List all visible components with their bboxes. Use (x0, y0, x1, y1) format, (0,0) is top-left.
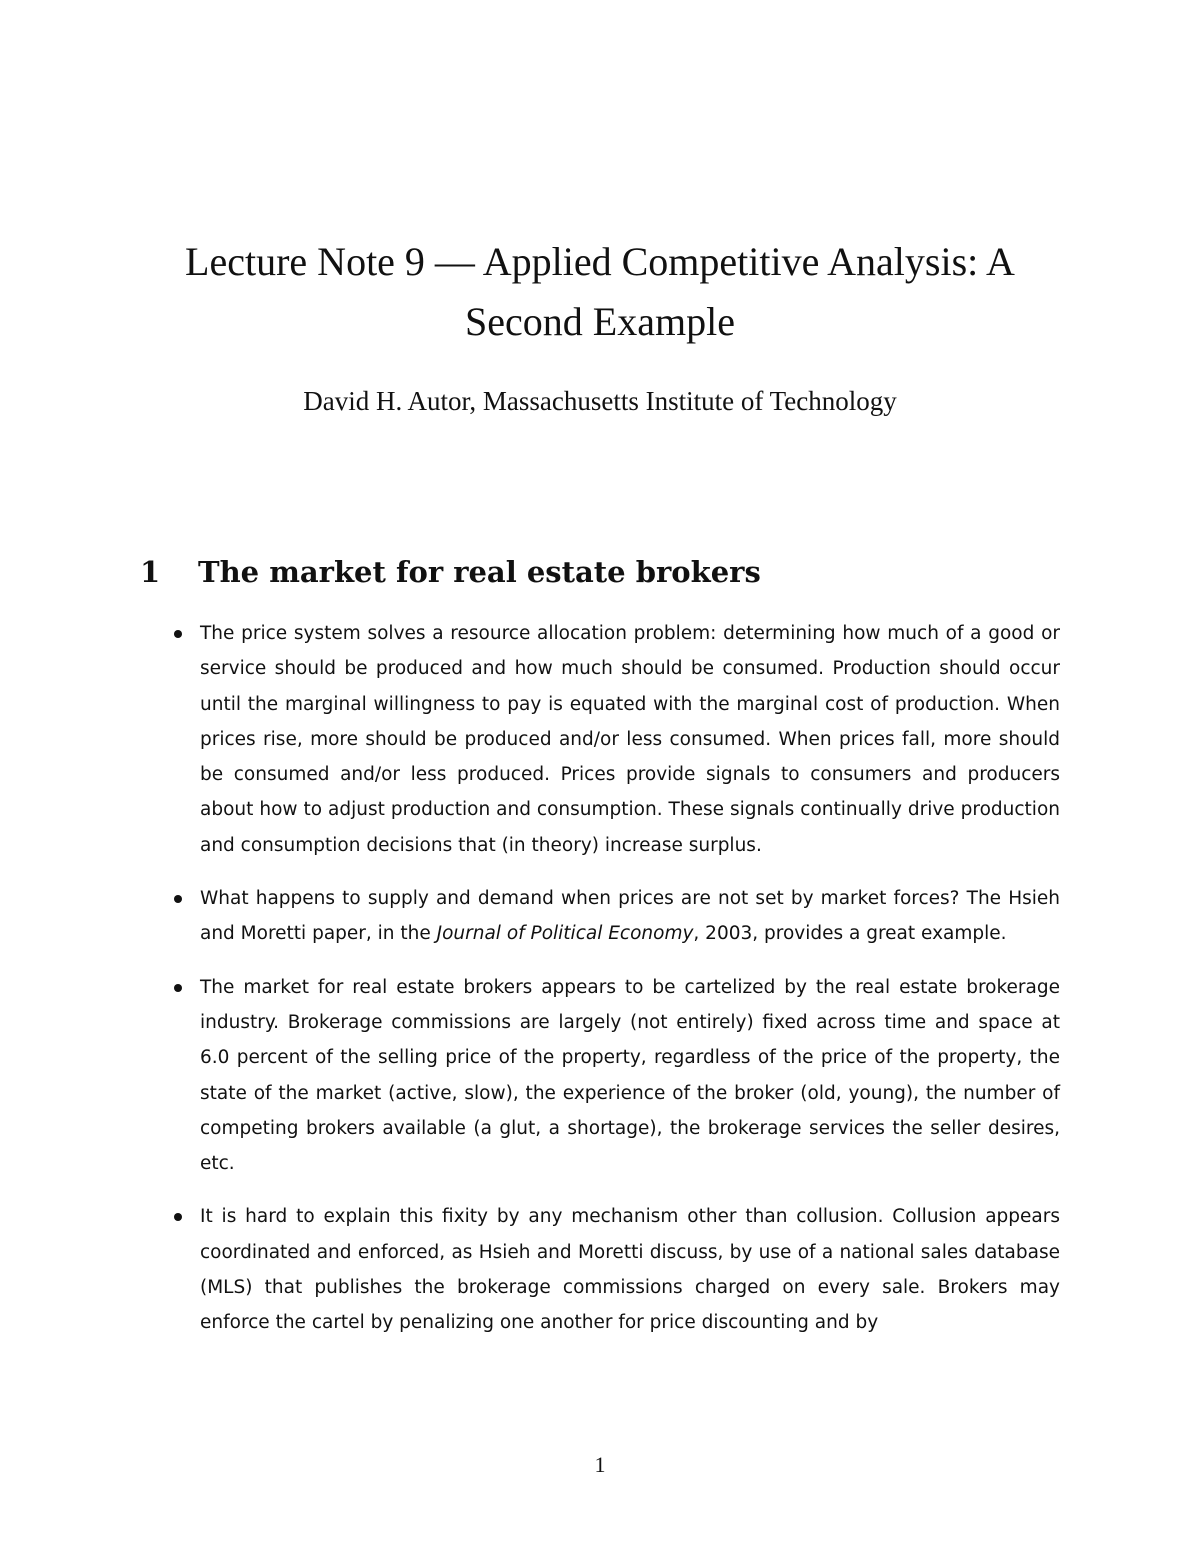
section-number: 1 (140, 555, 161, 589)
bullet-icon (174, 895, 182, 903)
bullet-icon (174, 630, 182, 638)
bullet-text: It is hard to explain this fixity by any mechanism other than collusion. Collusion appears coordinated and enforced, as Hsieh and Moretti discuss, by use of a national sales database (MLS) that publishes the brokerage commissions charged on every sale. Brokers may enforce the cartel by penalizing one another for price discounting and by (200, 1206, 1060, 1334)
list-item (172, 616, 1060, 863)
list-item (172, 970, 1060, 1182)
bullet-icon (174, 984, 182, 992)
page-number: 1 (594, 1452, 606, 1477)
bullet-text: The price system solves a resource allocation problem: determining how much of a good or service should be produced and how much should be consumed. Production should occur until the marginal willingness to pay is equated with the marginal cost of production. When prices rise, more should be produced and/or less consumed. When prices fall, more should be consumed and/or less produced. Prices provide signals to consumers and producers about how to adjust production and consumption. These signals continually drive production and consumption decisions that (in theory) increase surplus. (200, 623, 1060, 856)
author-line: David H. Autor, Massachusetts Institute of Technology (303, 386, 897, 416)
bullet-text: The market for real estate brokers appears to be cartelized by the real estate brokerage industry. Brokerage commissions are largely (not entirely) fixed across time and space at 6.0 percent of the selling price of the property, regardless of the price of the property, the state of the market (active, slow), the experience of the broker (old, young), the number of competing brokers available (a glut, a shortage), the brokerage services the seller desires, etc. (200, 976, 1060, 1175)
bullet-list (172, 616, 1060, 1359)
document-title: Lecture Note 9 — Applied Competitive Analysis: A Second Example (185, 239, 1015, 344)
list-item (172, 1199, 1060, 1340)
bullet-text-after: , 2003, provides a great example. (693, 923, 1007, 945)
list-item (172, 881, 1060, 952)
section-heading (140, 550, 761, 594)
bullet-text-before: What happens to supply and demand when prices are not set by market forces? The Hsieh and Moretti paper, in the (200, 888, 1060, 945)
section-title: The market for real estate brokers (198, 555, 761, 589)
journal-title: Journal of Political Economy (436, 923, 694, 945)
bullet-icon (174, 1213, 182, 1221)
